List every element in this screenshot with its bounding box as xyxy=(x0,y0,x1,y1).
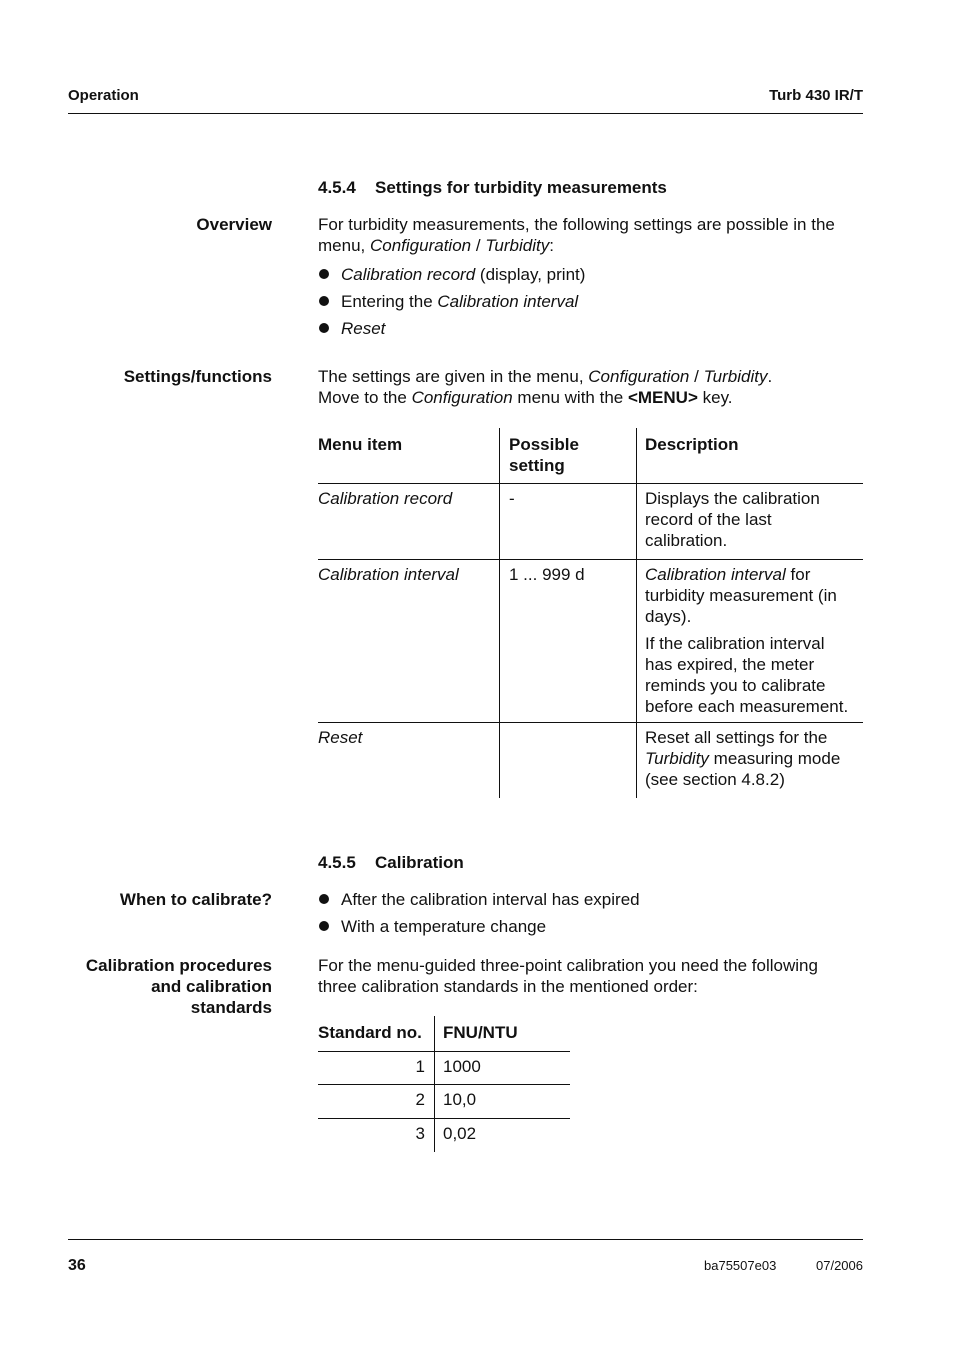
table-cell-description xyxy=(645,488,820,551)
text: setting xyxy=(509,456,565,475)
running-header-section: Operation xyxy=(68,87,139,104)
text: . xyxy=(767,367,773,386)
table-cell-description xyxy=(645,727,840,790)
text: Possible xyxy=(509,435,579,454)
settings-paragraph xyxy=(318,366,866,408)
text: Configuration xyxy=(411,388,513,407)
text: With a temperature change xyxy=(341,917,547,936)
table-cell-value: 10,0 xyxy=(443,1090,477,1109)
list-item xyxy=(318,264,585,291)
table-cell-value: 0,02 xyxy=(443,1124,477,1143)
overview-paragraph xyxy=(318,214,866,256)
margin-label-calibration-procedures xyxy=(86,955,272,1018)
table-header-standard-no: Standard no. xyxy=(318,1023,422,1042)
text: before each measurement. xyxy=(645,697,849,716)
text: / xyxy=(689,367,704,386)
calibration-paragraph xyxy=(318,955,866,997)
text: / xyxy=(471,236,486,255)
table-cell-setting: 1 ... 999 d xyxy=(509,565,585,584)
text: measuring mode xyxy=(708,749,841,768)
text: (see section 4.8.2) xyxy=(645,770,785,789)
key-name: <MENU> xyxy=(627,388,698,407)
table-cell-setting: - xyxy=(509,489,515,508)
list-item xyxy=(318,916,640,943)
table-row-divider xyxy=(318,1051,570,1052)
bullet-icon xyxy=(319,894,329,904)
bullet-icon xyxy=(319,269,329,279)
text: (display, print) xyxy=(475,265,586,284)
text: For the menu-guided three-point calibration you need the following xyxy=(318,956,818,975)
list-item xyxy=(318,291,585,318)
when-bullet-list xyxy=(318,889,640,943)
text xyxy=(645,564,848,585)
text xyxy=(645,748,840,769)
table-row-divider xyxy=(318,1118,570,1119)
bullet-icon xyxy=(319,296,329,306)
text: After the calibration interval has expired xyxy=(341,890,640,909)
table-cell-description xyxy=(645,564,848,717)
table-row-divider xyxy=(318,559,863,560)
page-number: 36 xyxy=(68,1257,86,1274)
section-number: 4.5.5 xyxy=(318,853,356,872)
table-cell-value: 1000 xyxy=(443,1057,481,1076)
table-cell-item: Calibration record xyxy=(318,489,453,508)
text: days). xyxy=(645,607,692,626)
section-title: Calibration xyxy=(375,853,464,872)
table-cell-item: Reset xyxy=(318,728,363,747)
table-cell-standard-no: 1 xyxy=(415,1057,425,1076)
table-row-divider xyxy=(318,722,863,723)
text: three calibration standards in the mentioned order: xyxy=(318,977,698,996)
text: calibration. xyxy=(645,531,728,550)
text: Turbidity xyxy=(645,749,709,768)
table-header-menu-item: Menu item xyxy=(318,435,403,454)
section-heading-4-5-4 xyxy=(318,178,667,198)
header-rule xyxy=(68,113,863,114)
menu-name: Configuration xyxy=(369,236,472,255)
document-id: ba75507e03 xyxy=(704,1258,777,1273)
text: The settings are given in the menu, xyxy=(318,367,589,386)
margin-label-overview: Overview xyxy=(196,215,272,234)
text: Entering the xyxy=(341,292,438,311)
overview-bullet-list xyxy=(318,264,585,345)
bullet-icon xyxy=(319,323,329,333)
text: record of the last xyxy=(645,510,772,529)
menu-name: Turbidity xyxy=(485,236,550,255)
text: menu with the xyxy=(512,388,628,407)
text: Turbidity xyxy=(703,367,768,386)
text: Displays the calibration xyxy=(645,489,820,508)
table-row-divider xyxy=(318,1084,570,1085)
table-cell-standard-no: 2 xyxy=(415,1090,425,1109)
margin-label-settings: Settings/functions xyxy=(123,367,272,386)
text: Calibration interval xyxy=(645,565,786,584)
section-number: 4.5.4 xyxy=(318,178,356,197)
text: : xyxy=(549,236,554,255)
text: standards xyxy=(190,998,272,1017)
bullet-icon xyxy=(319,921,329,931)
text: turbidity measurement (in xyxy=(645,586,837,605)
text: Reset xyxy=(341,319,386,338)
section-title: Settings for turbidity measurements xyxy=(375,178,667,197)
text: Configuration xyxy=(588,367,690,386)
list-item xyxy=(318,318,585,345)
text: Calibration interval xyxy=(437,292,579,311)
table-cell-standard-no: 3 xyxy=(415,1124,425,1143)
text: Calibration procedures xyxy=(85,956,272,975)
table-header-description: Description xyxy=(645,435,739,454)
list-item xyxy=(318,889,640,916)
text: has expired, the meter xyxy=(645,655,815,674)
running-header-product: Turb 430 IR/T xyxy=(769,87,863,104)
text: for xyxy=(785,565,811,584)
text: and calibration xyxy=(151,977,272,996)
margin-label-when-to-calibrate: When to calibrate? xyxy=(119,890,272,909)
settings-line-1 xyxy=(318,366,866,387)
section-heading-4-5-5 xyxy=(318,853,464,873)
text: key. xyxy=(697,388,733,407)
text: Reset all settings for the xyxy=(645,728,828,747)
table-cell-item: Calibration interval xyxy=(318,565,459,584)
text: If the calibration interval xyxy=(645,634,825,653)
document-date: 07/2006 xyxy=(816,1258,863,1273)
table-header-fnu-ntu: FNU/NTU xyxy=(443,1023,518,1042)
text: Move to the xyxy=(318,388,412,407)
table-row-divider xyxy=(318,483,863,484)
table-header-possible-setting xyxy=(509,434,579,476)
text: reminds you to calibrate xyxy=(645,676,826,695)
settings-line-2 xyxy=(318,387,866,408)
footer-rule xyxy=(68,1239,863,1240)
text: Calibration record xyxy=(341,265,476,284)
text: For turbidity measurements, the following settings are possible in the menu, xyxy=(318,215,835,255)
